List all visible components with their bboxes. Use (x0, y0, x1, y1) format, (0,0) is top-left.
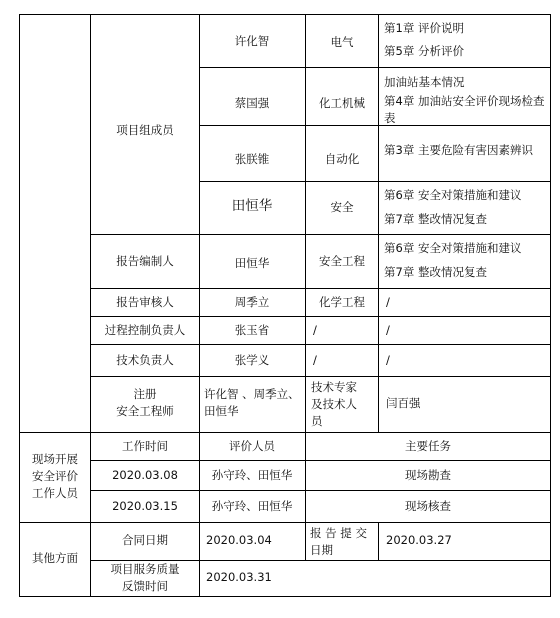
onsite-label: 现场开展 安全评价 工作人员 (32, 452, 78, 500)
member-task: 第7章 整改情况复查 (384, 212, 487, 226)
member-name: 蔡国强 (234, 96, 270, 110)
report-reviewer-name: 周季立 (234, 295, 270, 309)
header-staff: 评价人员 (229, 439, 275, 453)
header-main-task: 主要任务 (405, 439, 451, 453)
onsite-time: 2020.03.08 (112, 468, 178, 482)
expert-label: 技术专家 及技术人 员 (311, 380, 357, 428)
member-task: 第6章 安全对策措施和建议 (384, 188, 522, 202)
member-specialty: 自动化 (324, 152, 360, 166)
report-writer-specialty: 安全工程 (319, 254, 365, 268)
tech-lead-name: 张学义 (234, 353, 270, 367)
member-task: 第1章 评价说明 (384, 21, 464, 35)
registered-engineer-label: 注册 安全工程师 (116, 387, 174, 418)
submit-date-label: 报 告 提 交 日期 (310, 526, 367, 557)
report-reviewer-label: 报告审核人 (116, 295, 174, 309)
process-control-task: / (386, 323, 390, 337)
onsite-task: 现场核查 (405, 499, 451, 513)
member-name: 张朕锥 (234, 152, 270, 166)
tech-lead-label: 技术负责人 (116, 353, 174, 367)
expert-name: 闫百强 (386, 396, 421, 410)
feedback-date: 2020.03.31 (206, 570, 272, 584)
onsite-task: 现场勘查 (405, 468, 451, 482)
process-control-name: 张玉省 (234, 323, 270, 337)
contract-date: 2020.03.04 (206, 533, 272, 547)
member-name: 田恒华 (231, 198, 273, 214)
member-task: 加油站基本情况 (384, 75, 465, 89)
onsite-time: 2020.03.15 (112, 499, 178, 513)
member-specialty: 电气 (330, 35, 354, 49)
onsite-staff: 孙守玲、田恒华 (211, 499, 293, 513)
member-name: 许化智 (234, 34, 270, 48)
process-control-specialty: / (313, 323, 317, 337)
submit-date: 2020.03.27 (386, 533, 452, 547)
onsite-staff: 孙守玲、田恒华 (211, 468, 293, 482)
report-writer-task: 第7章 整改情况复查 (384, 265, 487, 279)
member-task: 第5章 分析评价 (384, 44, 464, 58)
report-reviewer-task: / (386, 295, 390, 309)
feedback-time-label: 项目服务质量 反馈时间 (110, 562, 180, 593)
process-control-label: 过程控制负责人 (104, 323, 186, 337)
header-work-time: 工作时间 (122, 439, 168, 453)
other-label: 其他方面 (32, 551, 78, 565)
member-task: 第4章 加油站安全评价现场检查表 (384, 94, 545, 125)
report-writer-name: 田恒华 (234, 256, 270, 270)
member-specialty: 化工机械 (319, 96, 365, 110)
report-reviewer-specialty: 化学工程 (319, 295, 365, 309)
registered-engineer-names: 许化智 、周季立、 田恒华 (204, 387, 300, 418)
member-specialty: 安全 (330, 200, 354, 214)
report-writer-label: 报告编制人 (116, 254, 174, 268)
report-writer-task: 第6章 安全对策措施和建议 (384, 241, 522, 255)
members-label: 项目组成员 (116, 123, 174, 137)
contract-date-label: 合同日期 (122, 533, 168, 547)
tech-lead-task: / (386, 353, 390, 367)
member-task: 第3章 主要危险有害因素辨识 (384, 143, 533, 157)
tech-lead-specialty: / (313, 353, 317, 367)
